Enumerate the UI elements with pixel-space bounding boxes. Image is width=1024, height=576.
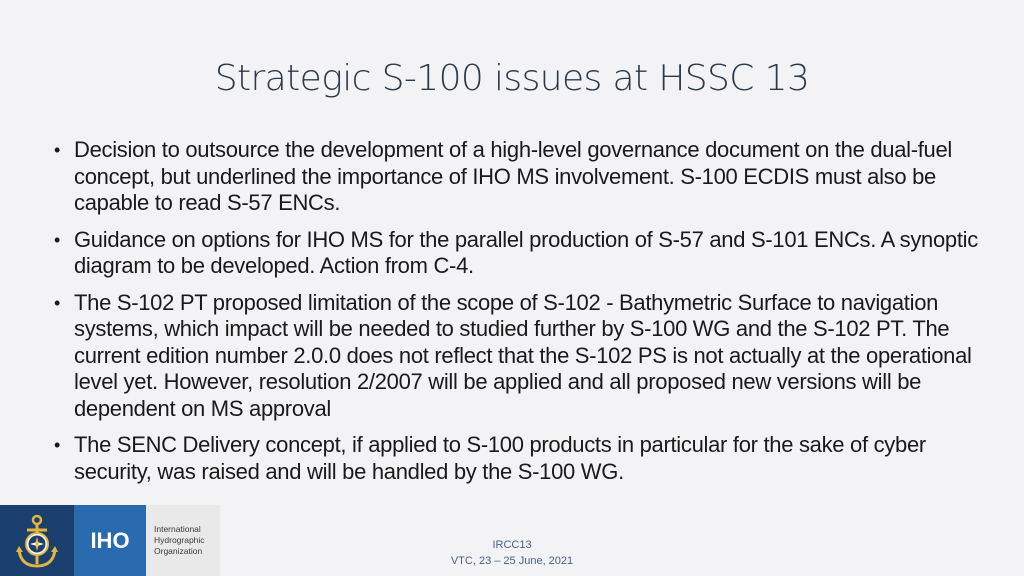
bullet-text: Decision to outsource the development of a high-level governance document on the dual-fuel concept, but underlined the importance of IHO MS involvement. S-100 ECDIS must also be capable to read S-57 ENCs. <box>74 137 953 215</box>
bullet-text: The SENC Delivery concept, if applied to S-100 products in particular for the sake of cyber security, was raised and will be handled by the S-100 WG. <box>74 432 926 484</box>
iho-anchor-seal-icon <box>0 505 74 576</box>
bullet-item <box>52 137 992 217</box>
bullet-list <box>52 137 992 495</box>
iho-logo <box>0 505 220 576</box>
iho-name-line: Hydrographic <box>154 535 205 545</box>
footer-date: VTC, 23 – 25 June, 2021 <box>450 555 574 567</box>
bullet-dot: • <box>54 435 61 455</box>
iho-name-line: International <box>154 524 201 534</box>
slide-title: Strategic S-100 issues at HSSC 13 <box>214 58 810 99</box>
footer-meta <box>400 537 624 569</box>
bullet-item <box>52 432 992 485</box>
bullet-item <box>52 290 992 423</box>
bullet-text: Guidance on options for IHO MS for the parallel production of S-57 and S-101 ENCs. A synoptic diagram to be developed. Action from C-4. <box>74 226 978 278</box>
footer-event: IRCC13 <box>492 539 532 551</box>
bullet-text: The S-102 PT proposed limitation of the scope of S-102 - Bathymetric Surface to navigation systems, which impact will be needed to studied further by S-100 WG and the S-102 PT. The current edition number 2.0.0 does not reflect that the S-102 PS is not actually at the operational level yet. However, resolution 2/2007 will be applied and all proposed new versions will be dependent on MS approval <box>74 289 972 421</box>
bullet-dot: • <box>54 140 61 160</box>
iho-full-name <box>146 505 220 576</box>
iho-name-line: Organization <box>154 546 203 556</box>
bullet-item <box>52 227 992 280</box>
bullet-dot: • <box>54 229 61 250</box>
bullet-dot: • <box>54 292 61 313</box>
iho-acronym: IHO <box>74 505 146 576</box>
